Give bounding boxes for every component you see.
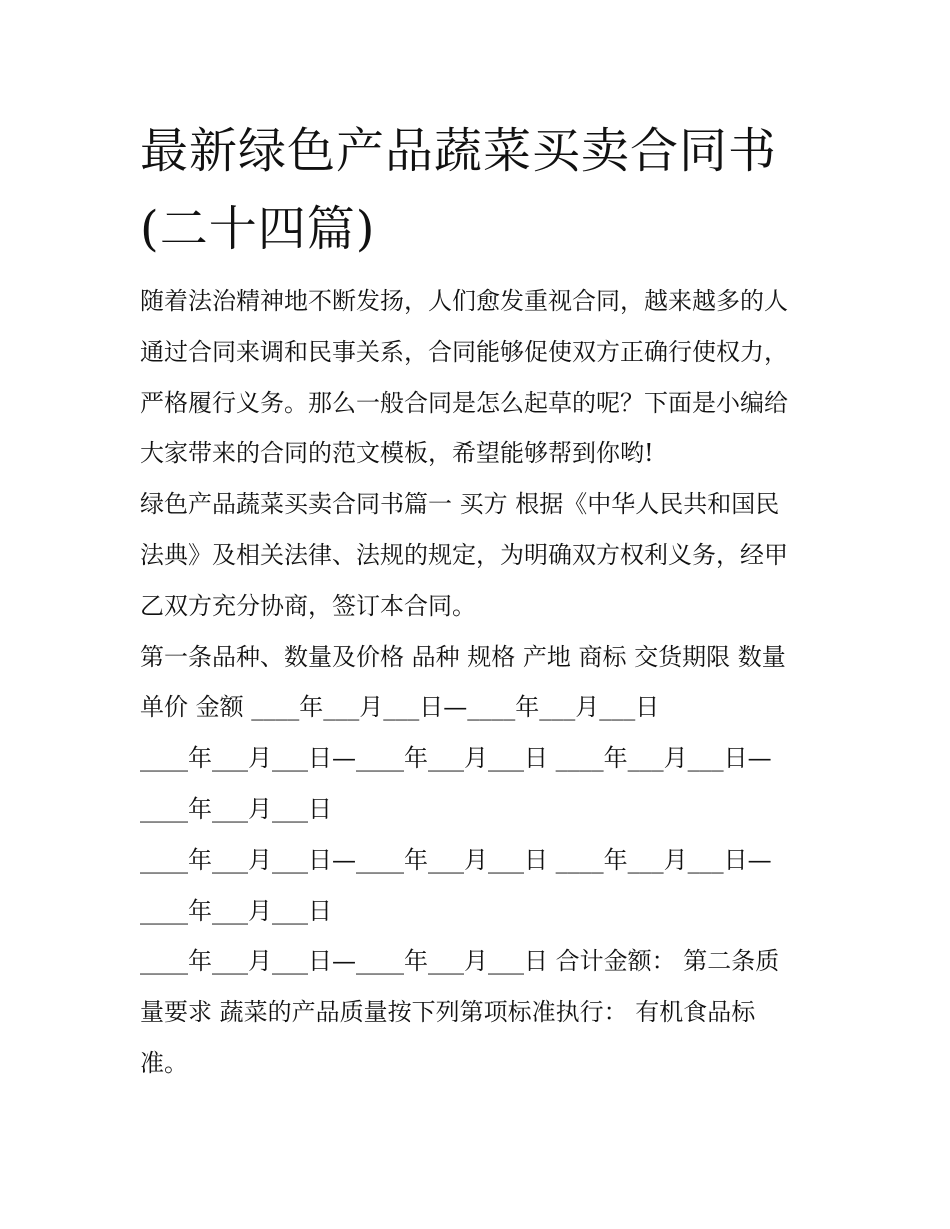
body-line: 大家带来的合同的范文模板，希望能够帮到你哟! [140,439,654,468]
body-line: 单价 金额 ____年___月___日—____年___月___日 [140,693,660,722]
body-line: 准。 [140,1048,188,1077]
body-line: ____年___月___日 [140,794,332,823]
body-line: 绿色产品蔬菜买卖合同书篇一 买方 根据《中华人民共和国民 [140,490,780,519]
body-line: 法典》及相关法律、法规的规定，为明确双方权利义务，经甲 [140,540,788,569]
body-line: ____年___月___日—____年___月___日 合计金额： 第二条质 [140,947,780,976]
body-line: 第一条品种、数量及价格 品种 规格 产地 商标 交货期限 数量 [140,642,786,671]
body-line: 通过合同来调和民事关系，合同能够促使双方正确行使权力， [140,337,788,366]
body-line: ____年___月___日—____年___月___日 ____年___月___日— [140,744,772,773]
body-line: ____年___月___日—____年___月___日 ____年___月___日— [140,845,772,874]
title-line-2: (二十四篇) [140,201,376,257]
document-title [140,112,820,268]
body-line: 量要求 蔬菜的产品质量按下列第项标准执行： 有机食品标 [140,998,756,1027]
body-line: 乙双方充分协商，签订本合同。 [140,591,476,620]
body-line: 随着法治精神地不断发扬，人们愈发重视合同，越来越多的人 [140,287,788,315]
title-line-1: 最新绿色产品蔬菜买卖合同书 [140,123,778,179]
document-body [140,276,830,1089]
body-line: ____年___月___日 [140,896,332,925]
body-line: 严格履行义务。那么一般合同是怎么起草的呢？下面是小编给 [140,388,788,417]
